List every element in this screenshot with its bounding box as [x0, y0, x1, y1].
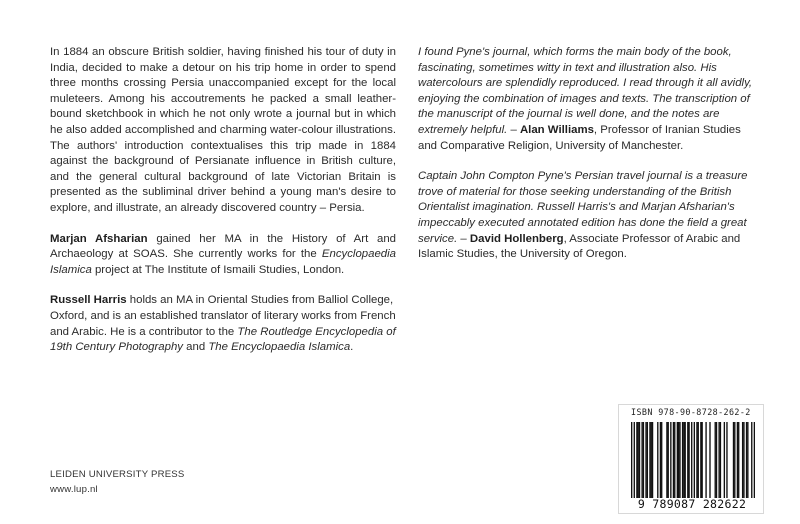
barcode-bar: [641, 422, 642, 498]
review-dash: –: [457, 232, 470, 245]
bio-text: .: [350, 341, 354, 354]
bio-text: gained her MA in the History of Art and Archaeology at SOAS. She currently works for the: [50, 232, 396, 261]
barcode-bar: [733, 422, 734, 498]
barcode-bar: [674, 422, 675, 498]
review-quote: I found Pyne's journal, which forms the main body of the book, fascinating, sometimes witty in text and illustration also. His watercolours are splendidly reproduced. I read through it all avidly, enjoying the combination of images and texts. The transcription of the manuscript of the journal is well done, and the notes are extremely helpful.: [418, 46, 753, 136]
barcode-bar: [678, 422, 679, 498]
reviewer-name: Alan Williams: [519, 123, 594, 136]
isbn-label: ISBN 978-90-8728-262-2: [631, 407, 751, 417]
barcode-bar: [666, 422, 667, 498]
bio-title: Encyclopaedia Islamica: [50, 248, 396, 276]
barcode-bar: [691, 422, 692, 498]
publisher-name: LEIDEN UNIVERSITY PRESS: [50, 469, 185, 480]
left-column: [50, 45, 396, 371]
author-bio-afsharian: [50, 232, 396, 279]
bio-text: and: [182, 341, 209, 354]
bio-text: holds an MA in Oriental Studies from Balliol College, Oxford, and is an established translator of literary works from French and Arabic. He is a contributor to the: [50, 294, 396, 338]
barcode-bar: [751, 422, 752, 498]
barcode-bar: [742, 422, 743, 498]
barcode-bar: [643, 422, 644, 498]
barcode-bar: [634, 422, 635, 498]
barcode-bar: [668, 422, 669, 498]
barcode-bar: [660, 422, 661, 498]
review-hollenberg: [418, 169, 758, 263]
bio-title: The Routledge Encyclopedia of 19th Century Photography: [50, 325, 396, 354]
reviewer-affiliation: , Professor of Iranian Studies and Comparative Religion, University of Manchester.: [418, 123, 741, 152]
barcode-bar: [687, 422, 688, 498]
book-blurb: In 1884 an obscure British soldier, having finished his tour of duty in India, decided to make a detour on his trip home in order to spend three months crossing Persia unaccompanied except for the local muleteers. Among his accoutrements he packed a small leather-bound sketchbook in which he not only wrote a journal but in which he also added accomplished and charming water-colour illustrations. The authors' introduction contextualises this trip made in 1884 against the background of Persianate influence in British culture, and the general cultural background of late Victorian Britain is presented as the subliminal driver behind a young man's desire to explore, and illustrate, an already discovered country – Persia.: [50, 46, 396, 214]
barcode-bar: [726, 422, 727, 498]
barcode-bar: [683, 422, 684, 498]
barcode-bar: [754, 422, 755, 498]
reviewer-affiliation: , Associate Professor of Arabic and Islamic Studies, the University of Oregon.: [418, 232, 741, 261]
barcode-bar: [679, 422, 680, 498]
barcode-bar: [698, 422, 699, 498]
barcode-bar: [670, 422, 671, 498]
barcode-bar: [631, 422, 632, 498]
barcode-bar: [645, 422, 646, 498]
barcode-bar: [718, 422, 719, 498]
barcode-bar: [716, 422, 717, 498]
review-williams: [418, 45, 758, 154]
barcode-bar: [734, 422, 735, 498]
publisher-url: www.lup.nl: [50, 484, 98, 495]
review-quote: Captain John Compton Pyne's Persian travel journal is a treasure trove of material for those seeking understanding of the British Orientalist imagination. Russell Harris's and Marjan Afsharian's impeccably executed annotated edition has done the field a great service.: [418, 170, 748, 245]
barcode-bar: [715, 422, 716, 498]
barcode-bar: [696, 422, 697, 498]
barcode-bar: [737, 422, 738, 498]
bio-title: The Encyclopaedia Islamica: [208, 341, 351, 354]
barcode-bar: [636, 422, 637, 498]
barcode-bar: [709, 422, 710, 498]
barcode-bar: [701, 422, 702, 498]
right-column: [418, 45, 758, 278]
barcode-bar: [647, 422, 648, 498]
review-dash: –: [507, 123, 520, 136]
barcode-bar: [705, 422, 706, 498]
barcode-bar: [661, 422, 662, 498]
barcode-bar: [700, 422, 701, 498]
author-name: Marjan Afsharian: [50, 232, 148, 245]
publisher-imprint: [50, 467, 185, 497]
barcode-bar: [694, 422, 695, 498]
bio-text: project at The Institute of Ismaili Studies, London.: [91, 263, 345, 276]
barcode-bar: [677, 422, 678, 498]
author-bio-harris: [50, 293, 396, 355]
barcode-number: 9 789087 282622: [637, 497, 747, 511]
barcode-bar: [639, 422, 640, 498]
barcode-bars: [631, 422, 755, 498]
barcode-bar: [652, 422, 653, 498]
barcode-bar: [720, 422, 721, 498]
barcode-bar: [651, 422, 652, 498]
author-name: Russell Harris: [50, 294, 127, 307]
barcode-bar: [649, 422, 650, 498]
barcode-bar: [738, 422, 739, 498]
barcode-bar: [746, 422, 747, 498]
barcode-bar: [743, 422, 744, 498]
barcode-bar: [724, 422, 725, 498]
barcode-bar: [673, 422, 674, 498]
barcode-bar: [685, 422, 686, 498]
barcode-bar: [657, 422, 658, 498]
isbn-barcode: [618, 404, 764, 514]
barcode-bar: [688, 422, 689, 498]
reviewer-name: David Hollenberg: [469, 232, 564, 245]
barcode-bar: [682, 422, 683, 498]
barcode-bar: [638, 422, 639, 498]
barcode-bar: [747, 422, 748, 498]
